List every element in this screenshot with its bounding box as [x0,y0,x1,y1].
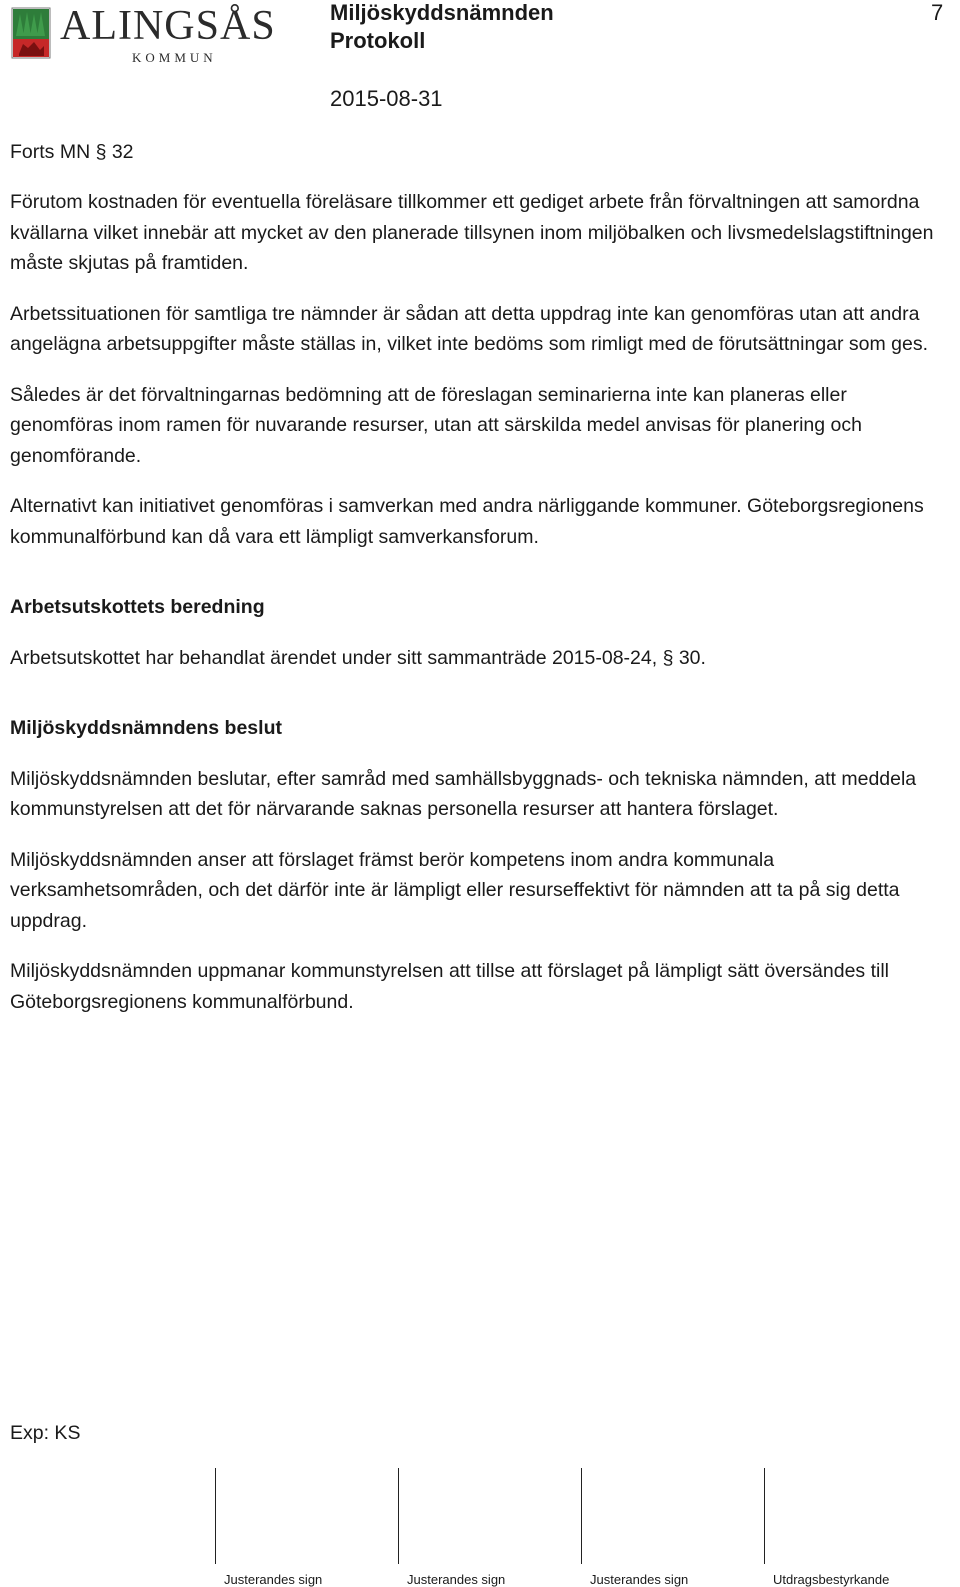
distribution-note: Exp: KS [10,1422,81,1444]
coat-of-arms-icon [10,6,52,62]
decision-paragraph: Miljöskyddsnämnden uppmanar kommunstyrelsen att tillse att förslaget på lämpligt sätt översändes till Göteborgsregionens kommunalförbund. [10,960,889,1013]
signature-label: Justerandes sign [590,1572,689,1587]
signature-label: Utdragsbestyrkande [773,1572,890,1587]
signature-row [0,1468,960,1587]
document-body [10,137,950,1017]
header-date: 2015-08-31 [330,86,443,111]
municipality-logo [10,4,290,66]
decision-paragraph: Miljöskyddsnämnden anser att förslaget främst berör kompetens inom andra kommunala verksamhetsområden, och det därför inte är lämpligt eller resurseffektivt för nämnden att ta på sig detta uppdrag. [10,848,900,932]
au-heading: Arbetsutskottets beredning [10,596,265,618]
signature-divider [215,1468,216,1564]
header-subtitle: Protokoll [330,28,426,53]
body-paragraph: Förutom kostnaden för eventuella föreläsare tillkommer ett gediget arbete från förvaltningen att samordna kvällarna vilket innebär att mycket av den planerade tillsynen inom miljöbalken och livsmedelslagstiftningen måste skjutas på framtiden. [10,191,934,274]
au-text: Arbetsutskottet har behandlat ärendet under sitt sammanträde 2015-08-24, § 30. [10,646,706,669]
body-paragraph: Således är det förvaltningarnas bedömning att de föreslagan seminarierna inte kan planeras eller genomföras inom ramen för nuvarande resurser, utan att särskilda medel anvisas för planering och genomförande. [10,383,862,467]
signature-label: Justerandes sign [224,1572,323,1587]
signature-label: Justerandes sign [407,1572,506,1587]
decision-heading: Miljöskyddsnämndens beslut [10,717,282,739]
signature-divider [581,1468,582,1564]
logo-subtitle: KOMMUN [132,50,217,65]
decision-paragraph: Miljöskyddsnämnden beslutar, efter samråd med samhällsbyggnads- och tekniska nämnden, att meddela kommunstyrelsen att det för närvarande saknas personella resurser att hantera förslaget. [10,767,917,820]
section-reference: Forts MN § 32 [10,141,134,163]
header-title: Miljöskyddsnämnden [330,0,554,25]
signature-divider [764,1468,765,1564]
body-paragraph: Alternativt kan initiativet genomföras i samverkan med andra närliggande kommuner. Göteborgsregionens kommunalförbund kan då vara ett lämpligt samverkansforum. [10,495,924,548]
page-number: 7 [931,0,944,25]
signature-divider [398,1468,399,1564]
logo-wordmark: ALINGSÅS [60,3,276,49]
body-paragraph: Arbetssituationen för samtliga tre nämnder är sådan att detta uppdrag inte kan genomföras utan att andra angelägna arbetsuppgifter måste ställas in, vilket inte bedöms som rimligt med de förutsättningar som ges. [10,302,929,355]
